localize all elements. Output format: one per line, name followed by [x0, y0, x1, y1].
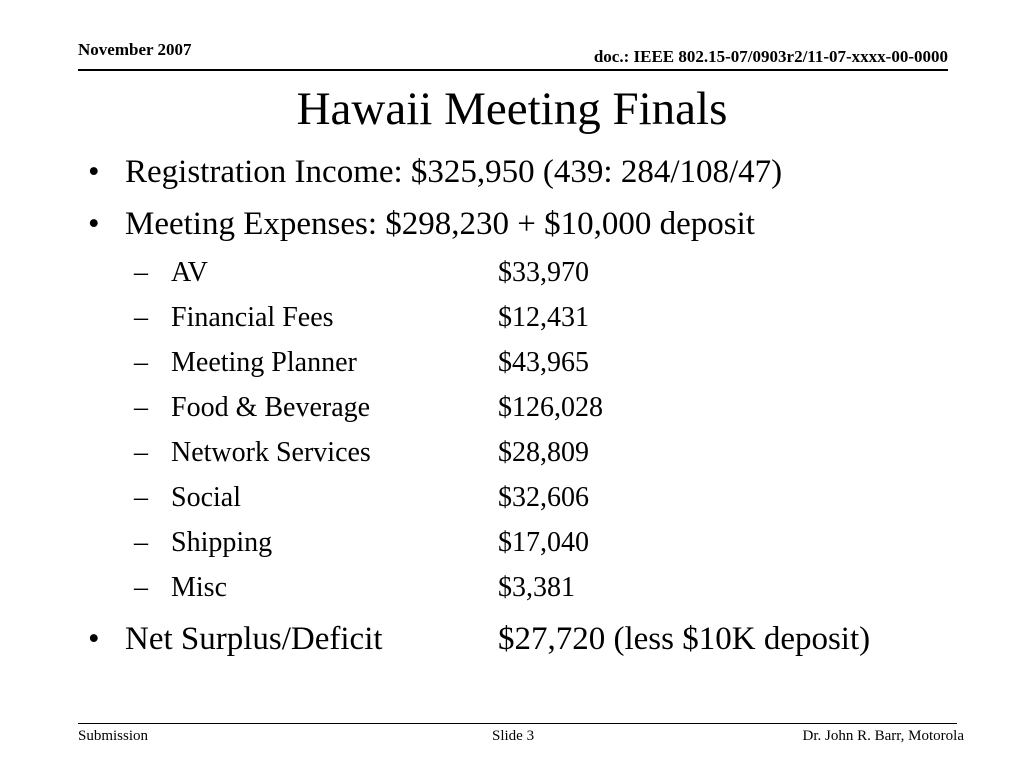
net-label: Net Surplus/Deficit	[125, 621, 383, 657]
header-date: November 2007	[78, 40, 192, 59]
net-amount: $27,720 (less $10K deposit)	[498, 621, 871, 657]
dash-marker: –	[134, 302, 148, 333]
footer-slide-number: Slide 3	[492, 728, 535, 744]
dash-marker: –	[134, 437, 148, 468]
bullet-marker: •	[88, 206, 100, 242]
bullet-text: Registration Income: $325,950 (439: 284/108/47)	[125, 154, 783, 190]
expense-label: AV	[171, 257, 208, 288]
bullet-marker: •	[88, 154, 100, 190]
expense-label: Social	[171, 482, 241, 513]
dash-marker: –	[134, 482, 148, 513]
dash-marker: –	[134, 392, 148, 423]
expense-amount: $33,970	[498, 257, 589, 288]
expense-label: Misc	[171, 572, 227, 603]
header-divider	[78, 69, 948, 71]
expense-label: Meeting Planner	[171, 347, 357, 378]
expense-amount: $28,809	[498, 437, 589, 468]
expense-amount: $17,040	[498, 527, 589, 558]
dash-marker: –	[134, 347, 148, 378]
expense-label: Shipping	[171, 527, 273, 558]
header-doc-id: doc.: IEEE 802.15-07/0903r2/11-07-xxxx-00-0000	[593, 47, 948, 66]
dash-marker: –	[134, 572, 148, 603]
expense-amount: $43,965	[498, 347, 589, 378]
bullet-text: Meeting Expenses: $298,230 + $10,000 deposit	[125, 206, 755, 242]
dash-marker: –	[134, 257, 148, 288]
expense-amount: $12,431	[498, 302, 589, 333]
expense-amount: $3,381	[498, 572, 575, 603]
expense-amount: $126,028	[498, 392, 603, 423]
footer-divider	[78, 723, 957, 724]
footer-author: Dr. John R. Barr, Motorola	[802, 728, 964, 744]
footer-submission: Submission	[78, 728, 149, 744]
slide-title: Hawaii Meeting Finals	[296, 83, 728, 135]
expense-amount: $32,606	[498, 482, 589, 513]
expense-label: Financial Fees	[171, 302, 334, 333]
expense-label: Food & Beverage	[171, 392, 371, 423]
expense-label: Network Services	[171, 437, 371, 468]
dash-marker: –	[134, 527, 148, 558]
bullet-marker: •	[88, 621, 100, 657]
